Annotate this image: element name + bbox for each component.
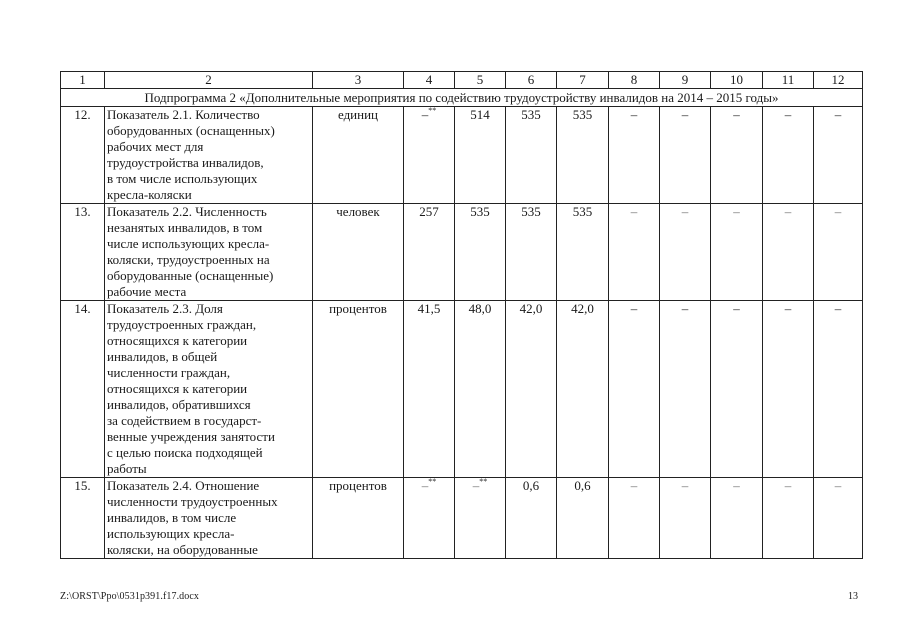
indicator-name-line: числе использующих кресла- <box>107 236 270 251</box>
unit-cell: единиц <box>313 107 404 204</box>
value-cell <box>404 478 455 559</box>
column-number-cell: 11 <box>763 72 814 89</box>
value-cell: 42,0 <box>506 301 557 478</box>
indicator-name-line: Показатель 2.1. Количество <box>107 107 260 122</box>
value-cell: 0,6 <box>506 478 557 559</box>
value-cell: 535 <box>557 107 609 204</box>
unit-cell: процентов <box>313 301 404 478</box>
table-row <box>61 107 863 204</box>
column-number-cell: 5 <box>455 72 506 89</box>
table-row <box>61 478 863 559</box>
indicator-name <box>105 204 313 301</box>
indicator-name-line: оборудованных (оснащенных) <box>107 123 275 138</box>
indicator-name-line: Показатель 2.4. Отношение <box>107 478 260 493</box>
column-number-cell: 4 <box>404 72 455 89</box>
empty-value-cell: – <box>609 107 660 204</box>
subprogram-title: Подпрограмма 2 «Дополнительные мероприятия по содействию трудоустройству инвалидов на 2014 – 2015 годы» <box>61 89 863 107</box>
value-cell <box>404 107 455 204</box>
row-number: 12. <box>61 107 105 204</box>
empty-value-cell: – <box>814 107 863 204</box>
empty-value-cell: – <box>711 478 763 559</box>
row-number: 14. <box>61 301 105 478</box>
indicator-name-line: численности трудоустроенных <box>107 494 278 509</box>
table-row <box>61 204 863 301</box>
empty-value-cell: – <box>609 301 660 478</box>
column-number-cell: 2 <box>105 72 313 89</box>
empty-value-cell: – <box>814 301 863 478</box>
page-number: 13 <box>848 591 858 602</box>
indicator-name-line: Показатель 2.3. Доля <box>107 301 223 316</box>
empty-value-cell: – <box>763 478 814 559</box>
row-number: 13. <box>61 204 105 301</box>
value-cell: 535 <box>506 107 557 204</box>
indicator-name-line: относящихся к категории <box>107 381 248 396</box>
table-row <box>61 301 863 478</box>
empty-value-cell: – <box>763 107 814 204</box>
unit-cell: процентов <box>313 478 404 559</box>
indicator-name-line: инвалидов, обратившихся <box>107 397 251 412</box>
indicator-name-line: трудоустройства инвалидов, <box>107 155 264 170</box>
indicator-name-line: за содействием в государст- <box>107 413 262 428</box>
indicator-name-line: незанятых инвалидов, в том <box>107 220 263 235</box>
empty-value-cell: – <box>660 301 711 478</box>
value-cell: 535 <box>455 204 506 301</box>
column-number-cell: 1 <box>61 72 105 89</box>
value-text: – <box>472 478 480 493</box>
column-number-cell: 7 <box>557 72 609 89</box>
empty-value-cell: – <box>814 204 863 301</box>
empty-value-cell: – <box>763 301 814 478</box>
empty-value-cell: – <box>609 204 660 301</box>
indicators-table <box>60 71 863 559</box>
value-cell: 48,0 <box>455 301 506 478</box>
empty-value-cell: – <box>814 478 863 559</box>
indicator-name-line: Показатель 2.2. Численность <box>107 204 267 219</box>
column-number-cell: 6 <box>506 72 557 89</box>
indicator-name-line: численности граждан, <box>107 365 231 380</box>
empty-value-cell: – <box>711 107 763 204</box>
indicator-name-line: работы <box>107 461 147 476</box>
column-number-cell: 3 <box>313 72 404 89</box>
indicator-name-line: относящихся к категории <box>107 333 248 348</box>
value-cell <box>455 478 506 559</box>
indicator-name-line: с целью поиска подходящей <box>107 445 263 460</box>
value-cell: 535 <box>506 204 557 301</box>
column-number-cell: 10 <box>711 72 763 89</box>
indicator-name-line: коляски, на оборудованные <box>107 542 258 557</box>
indicator-name <box>105 478 313 559</box>
empty-value-cell: – <box>660 107 711 204</box>
column-number-cell: 12 <box>814 72 863 89</box>
value-cell: 257 <box>404 204 455 301</box>
indicator-name-line: инвалидов, в общей <box>107 349 218 364</box>
empty-value-cell: – <box>711 204 763 301</box>
footnote-mark: ** <box>479 477 488 486</box>
indicator-name-line: инвалидов, в том числе <box>107 510 237 525</box>
value-text: – <box>421 478 429 493</box>
indicator-name-line: венные учреждения занятости <box>107 429 275 444</box>
subprogram-row <box>61 89 863 107</box>
empty-value-cell: – <box>660 204 711 301</box>
indicator-name-line: использующих кресла- <box>107 526 235 541</box>
indicator-name <box>105 301 313 478</box>
footnote-mark: ** <box>428 477 437 486</box>
file-path: Z:\ORST\Ppo\0531p391.f17.docx <box>60 591 200 602</box>
indicator-name-line: рабочих мест для <box>107 139 204 154</box>
indicator-name <box>105 107 313 204</box>
indicator-name-line: кресла-коляски <box>107 187 192 202</box>
empty-value-cell: – <box>609 478 660 559</box>
row-number: 15. <box>61 478 105 559</box>
value-text: – <box>421 107 429 122</box>
indicator-name-line: в том числе использующих <box>107 171 258 186</box>
empty-value-cell: – <box>763 204 814 301</box>
indicator-name-line: трудоустроенных граждан, <box>107 317 257 332</box>
empty-value-cell: – <box>660 478 711 559</box>
column-number-cell: 8 <box>609 72 660 89</box>
indicator-name-line: коляски, трудоустроенных на <box>107 252 270 267</box>
value-cell: 535 <box>557 204 609 301</box>
column-number-row <box>61 72 863 89</box>
value-text: 514 <box>470 107 490 122</box>
unit-cell: человек <box>313 204 404 301</box>
indicator-name-line: рабочие места <box>107 284 187 299</box>
value-cell: 41,5 <box>404 301 455 478</box>
value-cell: 42,0 <box>557 301 609 478</box>
column-number-cell: 9 <box>660 72 711 89</box>
empty-value-cell: – <box>711 301 763 478</box>
value-cell <box>455 107 506 204</box>
footnote-mark: ** <box>428 106 437 115</box>
value-cell: 0,6 <box>557 478 609 559</box>
indicator-name-line: оборудованные (оснащенные) <box>107 268 274 283</box>
